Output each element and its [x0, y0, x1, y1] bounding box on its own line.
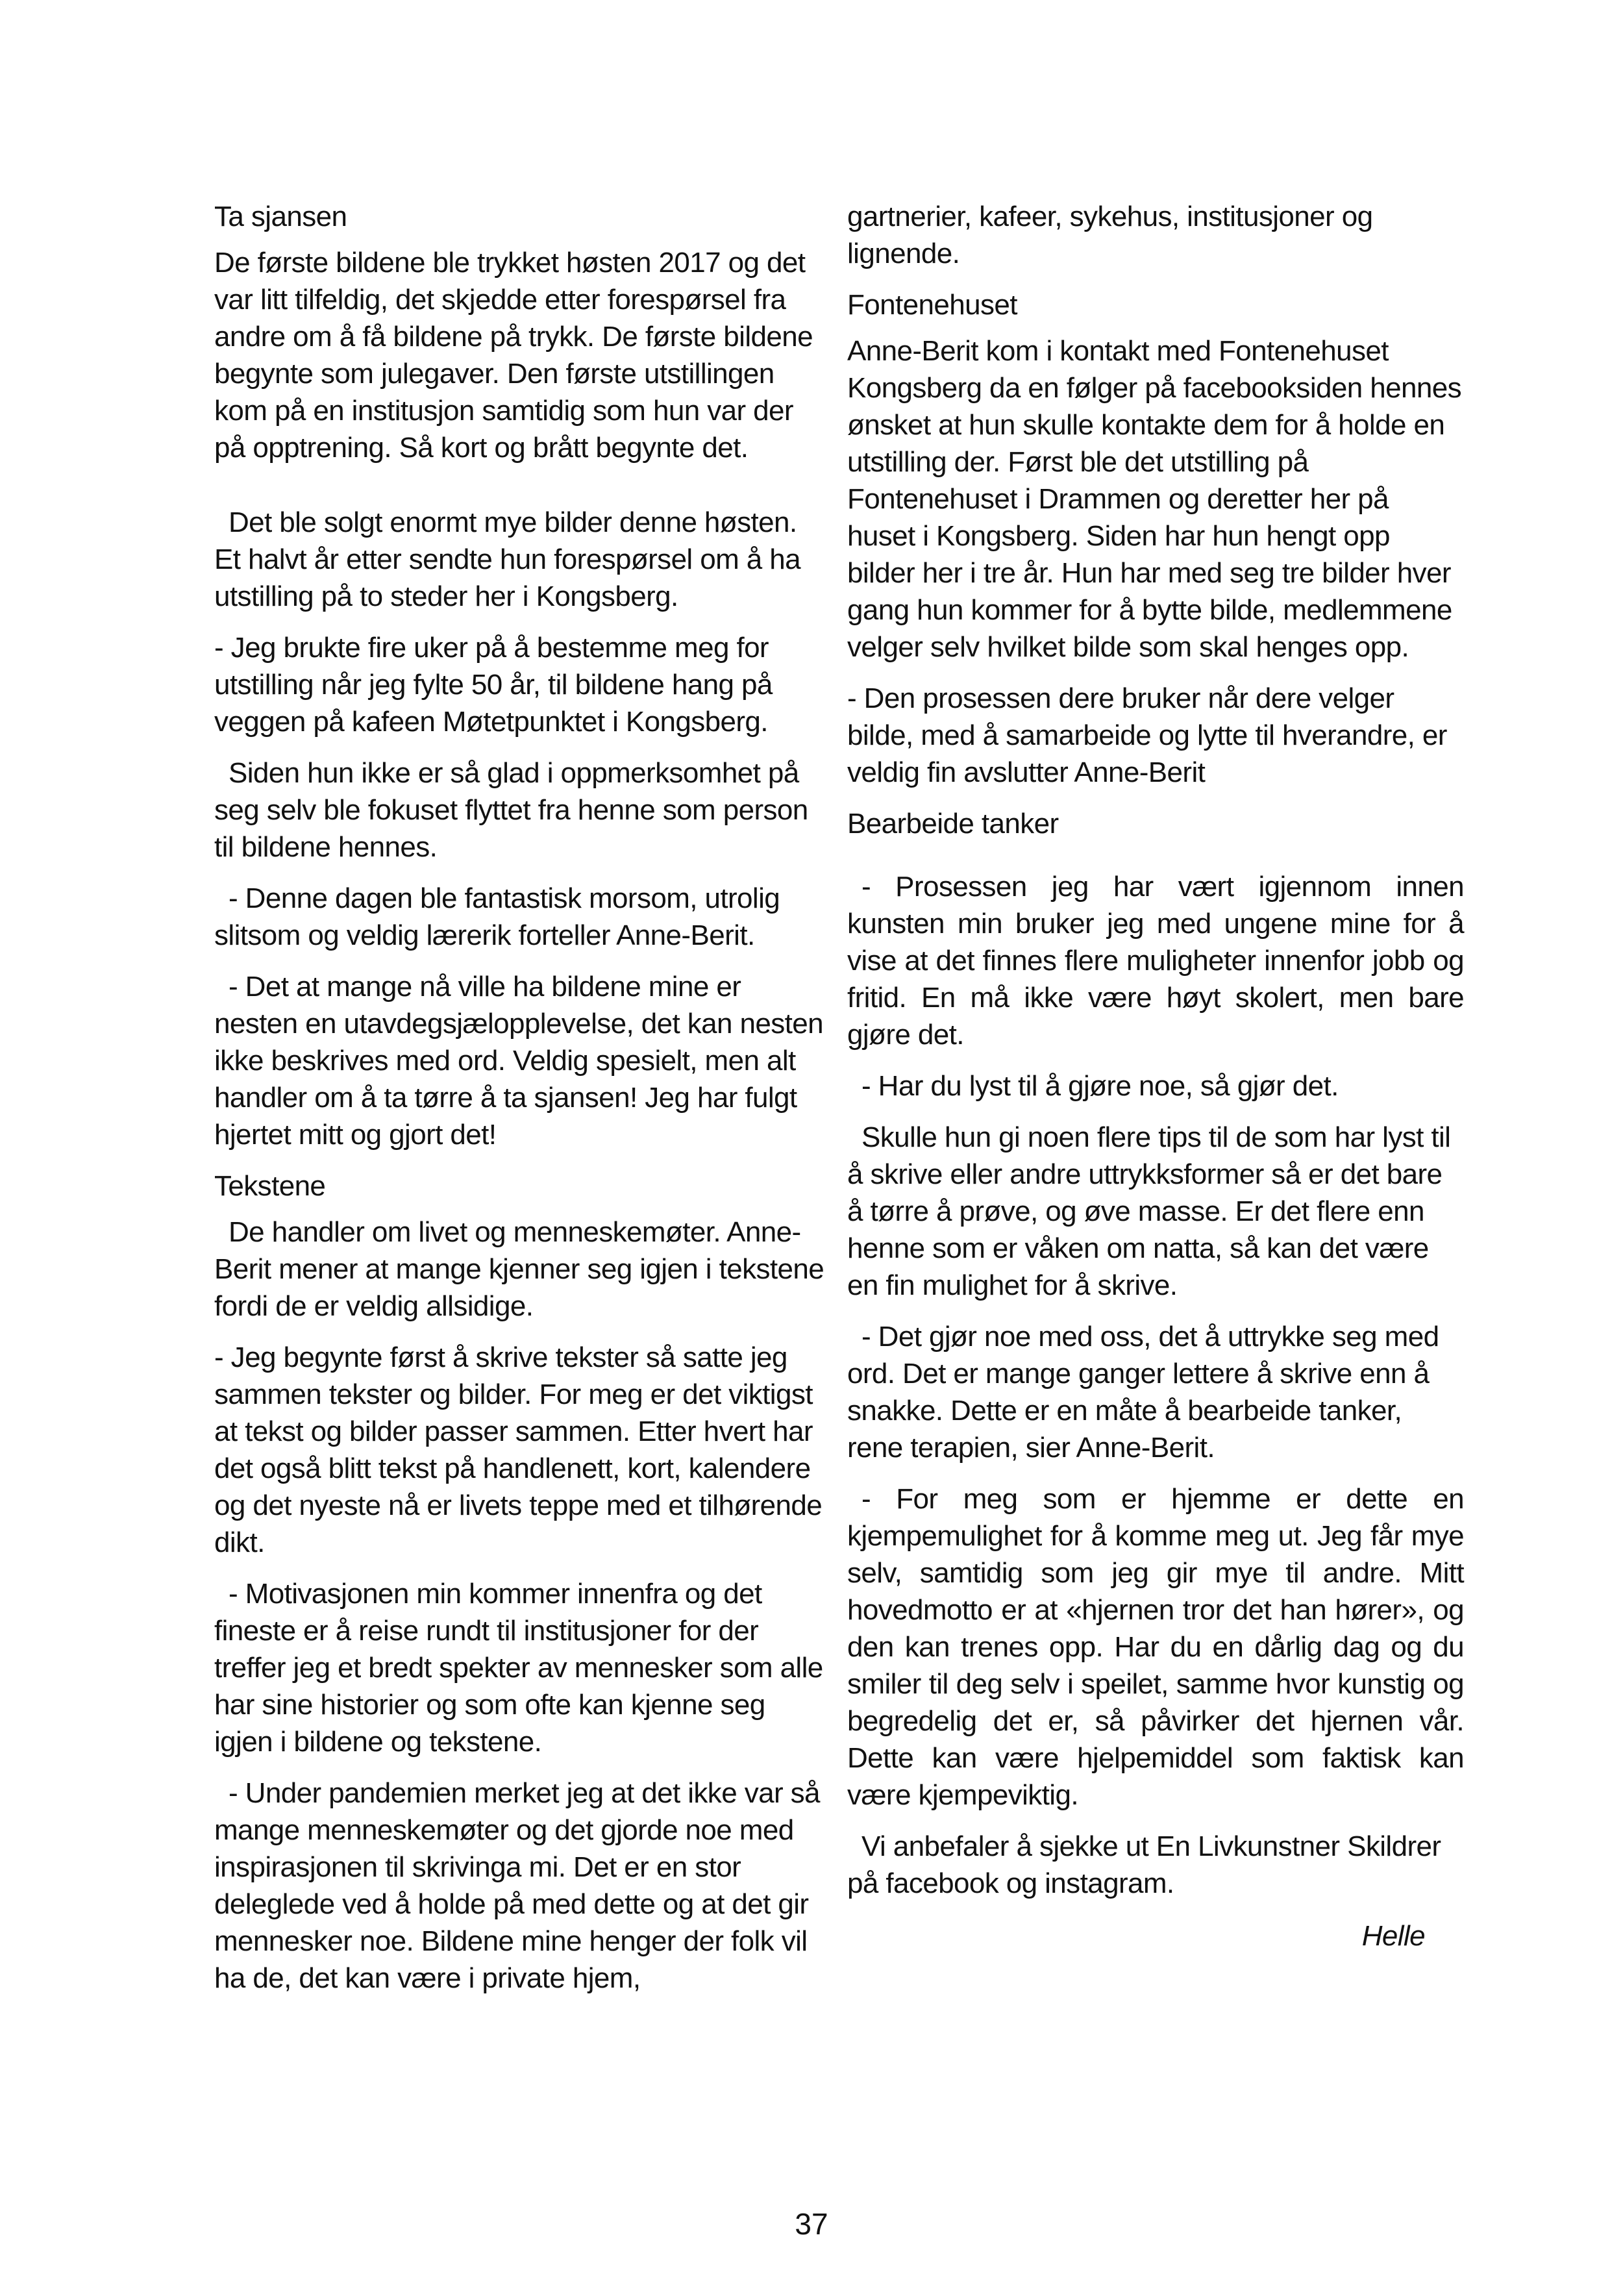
- section-heading-ta-sjansen: Ta sjansen: [214, 201, 347, 232]
- quote-paragraph: - Den prosessen dere bruker når dere velger bilde, med å samarbeide og lytte til hverandre, er veldig fin avslutter Anne-Berit: [847, 682, 1447, 788]
- article-paragraph: Siden hun ikke er så glad i oppmerksomhet på seg selv ble fokuset flyttet fra henne som person til bildene hennes.: [214, 757, 808, 863]
- section-heading-tekstene: Tekstene: [214, 1170, 326, 1202]
- quote-paragraph: - Prosessen jeg har vært igjennom innen kunsten min bruker jeg med ungene mine for å vise at det finnes flere muligheter innenfor jobb og fritid. En må ikke være høyt skolert, men bare gjøre det.: [847, 871, 1464, 1051]
- article-paragraph: Vi anbefaler å sjekke ut En Livkunstner Skildrer på facebook og instagram.: [847, 1830, 1441, 1899]
- author-signature: Helle: [1361, 1920, 1425, 1952]
- quote-paragraph: - Det at mange nå ville ha bildene mine er nesten en utavdegsjælopplevelse, det kan nesten ikke beskrives med ord. Veldig spesielt, men alt handler om å ta tørre å ta sjansen! Jeg har fulgt hjertet mitt og gjort det!: [214, 971, 824, 1151]
- quote-paragraph: - Under pandemien merket jeg at det ikke var så mange menneskemøter og det gjorde noe med inspirasjonen til skrivinga mi. Det er en stor deleglede ved å holde på med dette og at det gir mennesker noe. Bildene mine henger der folk vil ha de, det kan være i private hjem,: [214, 1777, 820, 1994]
- quote-paragraph: - For meg som er hjemme er dette en kjempemulighet for å komme meg ut. Jeg får mye selv, samtidig som jeg gir mye til andre. Mitt hovedmotto er at «hjernen tror det han hører», og den kan trenes opp. Har du en dårlig dag og du smiler til deg selv i speilet, samme hvor kunstig og begredelig det er, så påvirker det hjernen vår. Dette kan være hjelpemiddel som faktisk kan være kjempeviktig.: [847, 1483, 1464, 1811]
- quote-paragraph: - Jeg brukte fire uker på å bestemme meg for utstilling når jeg fylte 50 år, til bildene hang på veggen på kafeen Møtetpunktet i Kongsberg.: [214, 632, 773, 738]
- article-paragraph: gartnerier, kafeer, sykehus, institusjoner og lignende.: [847, 201, 1373, 269]
- quote-paragraph: - Motivasjonen min kommer innenfra og det fineste er å reise rundt til institusjoner for der treffer jeg et bredt spekter av mennesker som alle har sine historier og som ofte kan kjenne seg igjen i bildene og tekstene.: [214, 1578, 823, 1758]
- article-paragraph: Skulle hun gi noen flere tips til de som har lyst til å skrive eller andre uttrykksformer så er det bare å tørre å prøve, og øve masse. Er det flere enn henne som er våken om natta, så kan det være en fin mulighet for å skrive.: [847, 1121, 1451, 1301]
- section-heading-bearbeide-tanker: Bearbeide tanker: [847, 808, 1059, 840]
- page-number: 37: [795, 2207, 828, 2241]
- quote-paragraph: - Jeg begynte først å skrive tekster så satte jeg sammen tekster og bilder. For meg er det viktigst at tekst og bilder passer sammen. Etter hvert har det også blitt tekst på handlenett, kort, kalendere og det nyeste nå er livets teppe med et tilhørende dikt.: [214, 1341, 823, 1558]
- left-column: [214, 198, 824, 2011]
- article-paragraph: Det ble solgt enormt mye bilder denne høsten. Et halvt år etter sendte hun forespørsel om å ha utstilling på to steder her i Kongsberg.: [214, 506, 801, 612]
- article-paragraph: De handler om livet og menneskemøter. Anne-Berit mener at mange kjenner seg igjen i tekstene fordi de er veldig allsidige.: [214, 1216, 824, 1322]
- article-paragraph: Anne-Berit kom i kontakt med Fontenehuset Kongsberg da en følger på facebooksiden hennes ønsket at hun skulle kontakte dem for å holde en utstilling der. Først ble det utstilling på Fontenehuset i Drammen og deretter her på huset i Kongsberg. Siden har hun hengt opp bilder her i tre år. Hun har med seg tre bilder hver gang hun kommer for å bytte bilde, medlemmene velger selv hvilket bilde som skal henges opp.: [847, 335, 1461, 663]
- quote-paragraph: - Det gjør noe med oss, det å uttrykke seg med ord. Det er mange ganger lettere å skrive enn å snakke. Dette er en måte å bearbeide tanker, rene terapien, sier Anne-Berit.: [847, 1321, 1439, 1464]
- right-column: [847, 198, 1464, 1954]
- section-heading-fontenehuset: Fontenehuset: [847, 289, 1017, 321]
- quote-paragraph: - Har du lyst til å gjøre noe, så gjør det.: [861, 1070, 1339, 1102]
- article-paragraph: De første bildene ble trykket høsten 2017 og det var litt tilfeldig, det skjedde etter forespørsel fra andre om å få bildene på trykk. De første bildene begynte som julegaver. Den første utstillingen kom på en institusjon samtidig som hun var der på opptrening. Så kort og brått begynte det.: [214, 247, 813, 464]
- quote-paragraph: - Denne dagen ble fantastisk morsom, utrolig slitsom og veldig lærerik forteller Anne-Berit.: [214, 882, 780, 951]
